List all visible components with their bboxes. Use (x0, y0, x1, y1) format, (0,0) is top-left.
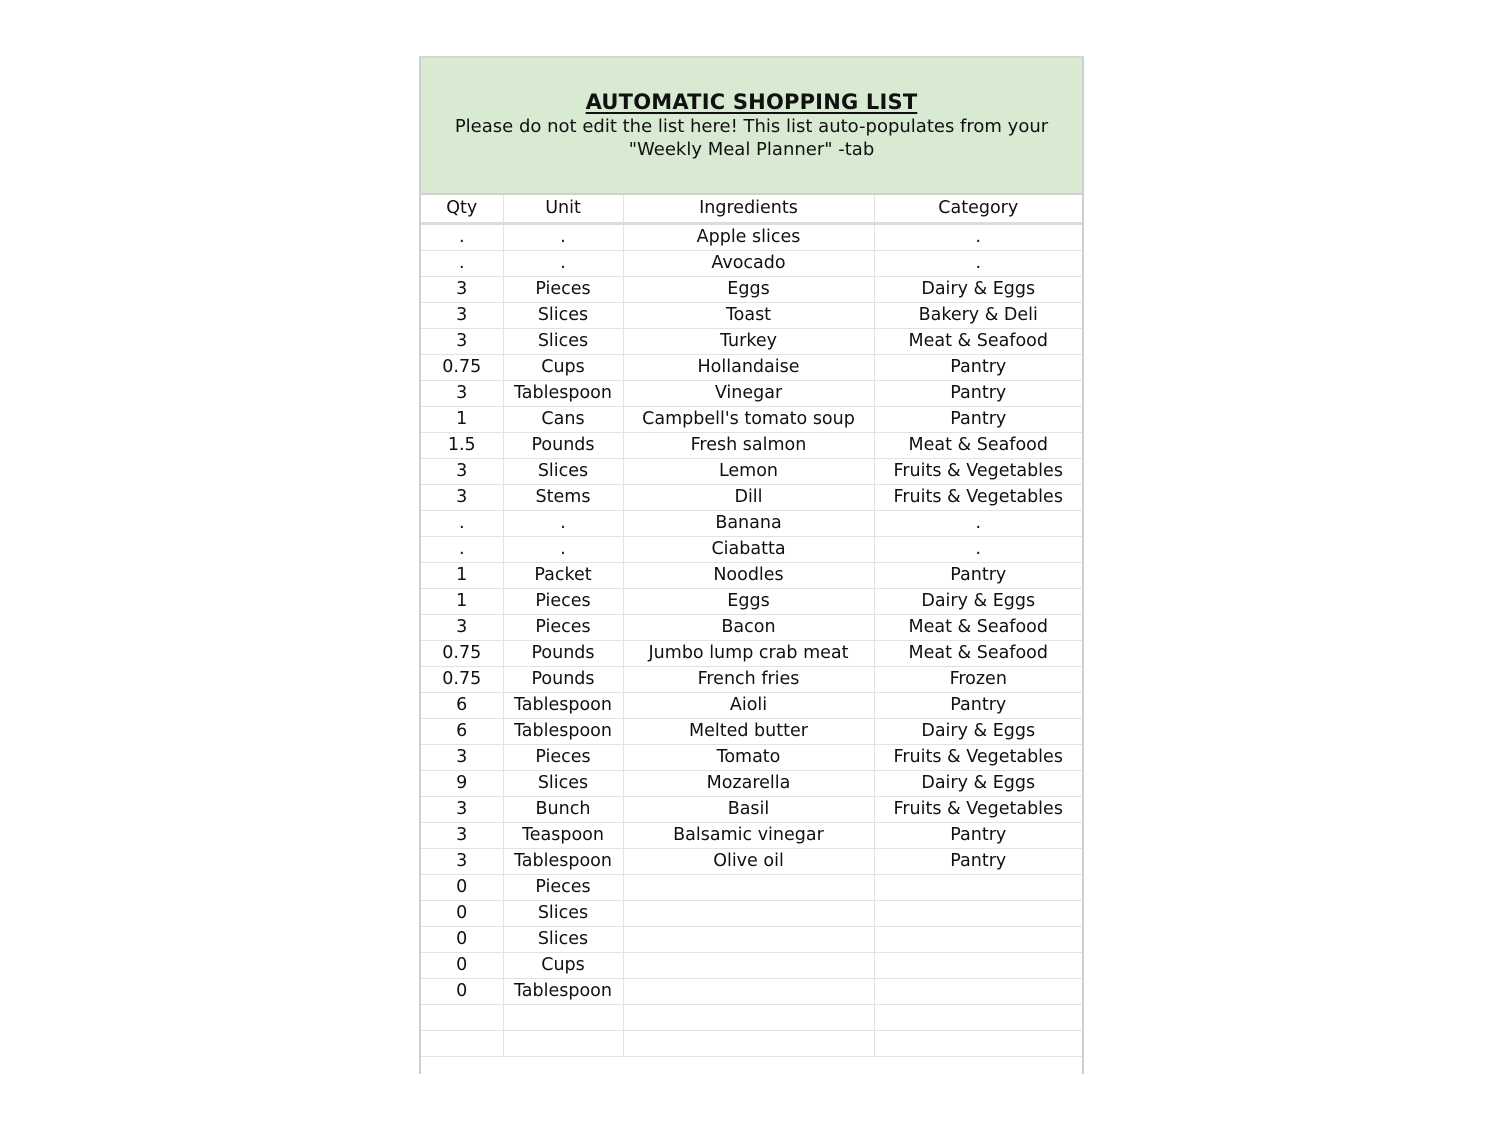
unit-cell[interactable]: Bunch (503, 796, 623, 822)
category-cell[interactable]: Pantry (874, 406, 1082, 432)
ingredient-cell[interactable]: Aioli (623, 692, 874, 718)
banner-subtitle-line-1: Please do not edit the list here! This list auto-populates from your (454, 116, 1049, 137)
category-cell[interactable]: Pantry (874, 354, 1082, 380)
category-cell[interactable]: Frozen (874, 666, 1082, 692)
qty-cell[interactable]: . (421, 536, 503, 562)
page-title: AUTOMATIC SHOPPING LIST (585, 90, 918, 114)
ingredient-cell[interactable]: Basil (623, 796, 874, 822)
ingredient-cell[interactable] (623, 952, 874, 978)
unit-cell[interactable]: Teaspoon (503, 822, 623, 848)
qty-cell[interactable]: 0 (421, 900, 503, 926)
category-cell[interactable]: Pantry (874, 692, 1082, 718)
table-row (421, 978, 1082, 1004)
qty-cell[interactable]: . (421, 250, 503, 276)
category-cell[interactable] (874, 900, 1082, 926)
unit-cell[interactable]: Pieces (503, 874, 623, 900)
ingredient-cell[interactable]: Turkey (623, 328, 874, 354)
category-cell[interactable]: Meat & Seafood (874, 328, 1082, 354)
unit-cell[interactable]: Slices (503, 926, 623, 952)
unit-cell[interactable]: . (503, 510, 623, 536)
unit-cell[interactable]: Tablespoon (503, 848, 623, 874)
table-row (421, 354, 1082, 380)
unit-cell[interactable]: Tablespoon (503, 718, 623, 744)
unit-cell[interactable]: Pieces (503, 614, 623, 640)
unit-cell[interactable]: Stems (503, 484, 623, 510)
category-cell[interactable]: Dairy & Eggs (874, 588, 1082, 614)
ingredient-cell[interactable] (623, 874, 874, 900)
ingredient-cell[interactable]: Dill (623, 484, 874, 510)
table-row (421, 1030, 1082, 1056)
category-cell[interactable]: Pantry (874, 562, 1082, 588)
column-header-unit[interactable]: Unit (503, 195, 623, 223)
header-banner (421, 58, 1082, 195)
table-row (421, 432, 1082, 458)
unit-cell[interactable]: Cans (503, 406, 623, 432)
ingredient-cell[interactable]: Hollandaise (623, 354, 874, 380)
category-cell[interactable]: Fruits & Vegetables (874, 744, 1082, 770)
table-row (421, 380, 1082, 406)
unit-cell[interactable]: Pieces (503, 744, 623, 770)
table-row (421, 874, 1082, 900)
table-row (421, 718, 1082, 744)
shopping-list-sheet (419, 56, 1084, 1074)
column-header-ingredients[interactable]: Ingredients (623, 195, 874, 223)
table-row (421, 458, 1082, 484)
qty-cell[interactable]: 3 (421, 744, 503, 770)
qty-cell[interactable]: 3 (421, 614, 503, 640)
unit-cell[interactable]: Tablespoon (503, 692, 623, 718)
unit-cell[interactable]: Pieces (503, 276, 623, 302)
table-row (421, 276, 1082, 302)
qty-cell[interactable]: . (421, 223, 503, 250)
qty-cell[interactable]: 6 (421, 718, 503, 744)
table-row (421, 1004, 1082, 1030)
table-row (421, 692, 1082, 718)
qty-cell[interactable]: 3 (421, 822, 503, 848)
category-cell[interactable]: Meat & Seafood (874, 614, 1082, 640)
category-cell[interactable] (874, 1030, 1082, 1056)
qty-cell[interactable]: 1 (421, 562, 503, 588)
category-cell[interactable]: Dairy & Eggs (874, 718, 1082, 744)
qty-cell[interactable]: 3 (421, 302, 503, 328)
table-row (421, 744, 1082, 770)
qty-cell[interactable]: 3 (421, 458, 503, 484)
ingredient-cell[interactable]: Vinegar (623, 380, 874, 406)
ingredient-cell[interactable]: Noodles (623, 562, 874, 588)
ingredient-cell[interactable] (623, 1030, 874, 1056)
qty-cell[interactable]: 1 (421, 588, 503, 614)
table-row (421, 562, 1082, 588)
qty-cell[interactable]: 3 (421, 380, 503, 406)
category-cell[interactable]: Meat & Seafood (874, 640, 1082, 666)
table-row (421, 510, 1082, 536)
qty-cell[interactable]: 0 (421, 926, 503, 952)
table-row (421, 588, 1082, 614)
category-cell[interactable]: Fruits & Vegetables (874, 484, 1082, 510)
category-cell[interactable]: Meat & Seafood (874, 432, 1082, 458)
category-cell[interactable] (874, 952, 1082, 978)
ingredient-cell[interactable]: Fresh salmon (623, 432, 874, 458)
table-row (421, 484, 1082, 510)
unit-cell[interactable]: Tablespoon (503, 978, 623, 1004)
ingredient-cell[interactable] (623, 978, 874, 1004)
qty-cell[interactable]: 1.5 (421, 432, 503, 458)
table-row (421, 302, 1082, 328)
unit-cell[interactable]: Cups (503, 952, 623, 978)
qty-cell[interactable]: 0 (421, 874, 503, 900)
ingredient-cell[interactable]: Banana (623, 510, 874, 536)
ingredient-cell[interactable]: Lemon (623, 458, 874, 484)
unit-cell[interactable]: Pieces (503, 588, 623, 614)
table-row (421, 926, 1082, 952)
ingredient-cell[interactable] (623, 900, 874, 926)
category-cell[interactable]: . (874, 536, 1082, 562)
ingredient-cell[interactable]: Eggs (623, 588, 874, 614)
category-cell[interactable] (874, 926, 1082, 952)
table-row (421, 770, 1082, 796)
ingredient-cell[interactable]: French fries (623, 666, 874, 692)
unit-cell[interactable]: Cups (503, 354, 623, 380)
category-cell[interactable] (874, 1004, 1082, 1030)
header-row (421, 195, 1082, 223)
ingredient-cell[interactable]: Mozarella (623, 770, 874, 796)
unit-cell[interactable]: . (503, 250, 623, 276)
unit-cell[interactable]: Pounds (503, 640, 623, 666)
category-cell[interactable]: Pantry (874, 822, 1082, 848)
banner-subtitle (421, 115, 1082, 161)
table-row (421, 536, 1082, 562)
table-row (421, 223, 1082, 250)
unit-cell[interactable] (503, 1030, 623, 1056)
ingredient-cell[interactable] (623, 926, 874, 952)
category-cell[interactable]: Fruits & Vegetables (874, 796, 1082, 822)
qty-cell[interactable] (421, 1030, 503, 1056)
table-row (421, 822, 1082, 848)
unit-cell[interactable]: Packet (503, 562, 623, 588)
qty-cell[interactable]: 6 (421, 692, 503, 718)
column-header-qty[interactable]: Qty (421, 195, 503, 223)
qty-cell[interactable]: 9 (421, 770, 503, 796)
category-cell[interactable]: Dairy & Eggs (874, 276, 1082, 302)
table-row (421, 666, 1082, 692)
table-row (421, 952, 1082, 978)
category-cell[interactable]: Pantry (874, 848, 1082, 874)
unit-cell[interactable]: Slices (503, 302, 623, 328)
category-cell[interactable]: Fruits & Vegetables (874, 458, 1082, 484)
ingredient-cell[interactable]: Olive oil (623, 848, 874, 874)
unit-cell[interactable]: Slices (503, 458, 623, 484)
ingredient-cell[interactable]: Eggs (623, 276, 874, 302)
qty-cell[interactable] (421, 1004, 503, 1030)
table-body (421, 223, 1082, 1056)
unit-cell[interactable]: . (503, 536, 623, 562)
category-cell[interactable]: . (874, 510, 1082, 536)
table-row (421, 406, 1082, 432)
category-cell[interactable]: Bakery & Deli (874, 302, 1082, 328)
qty-cell[interactable]: 3 (421, 796, 503, 822)
qty-cell[interactable]: 3 (421, 328, 503, 354)
column-header-category[interactable]: Category (874, 195, 1082, 223)
qty-cell[interactable]: 1 (421, 406, 503, 432)
table-row (421, 640, 1082, 666)
table-row (421, 796, 1082, 822)
qty-cell[interactable]: . (421, 510, 503, 536)
qty-cell[interactable]: 3 (421, 276, 503, 302)
ingredient-cell[interactable]: Campbell's tomato soup (623, 406, 874, 432)
ingredient-cell[interactable]: Melted butter (623, 718, 874, 744)
unit-cell[interactable]: Slices (503, 900, 623, 926)
category-cell[interactable]: Dairy & Eggs (874, 770, 1082, 796)
category-cell[interactable]: . (874, 250, 1082, 276)
qty-cell[interactable]: 3 (421, 484, 503, 510)
qty-cell[interactable]: 0 (421, 978, 503, 1004)
table-row (421, 614, 1082, 640)
qty-cell[interactable]: 0.75 (421, 354, 503, 380)
ingredient-cell[interactable]: Toast (623, 302, 874, 328)
category-cell[interactable]: . (874, 223, 1082, 250)
qty-cell[interactable]: 0.75 (421, 640, 503, 666)
ingredient-cell[interactable] (623, 1004, 874, 1030)
unit-cell[interactable]: Pounds (503, 666, 623, 692)
banner-subtitle-line-2: "Weekly Meal Planner" -tab (628, 139, 875, 160)
table-row (421, 250, 1082, 276)
ingredient-cell[interactable]: Tomato (623, 744, 874, 770)
qty-cell[interactable]: 0 (421, 952, 503, 978)
ingredient-cell[interactable]: Avocado (623, 250, 874, 276)
category-cell[interactable] (874, 874, 1082, 900)
category-cell[interactable] (874, 978, 1082, 1004)
category-cell[interactable]: Pantry (874, 380, 1082, 406)
ingredient-cell[interactable]: Balsamic vinegar (623, 822, 874, 848)
unit-cell[interactable]: Tablespoon (503, 380, 623, 406)
unit-cell[interactable]: Slices (503, 328, 623, 354)
table-row (421, 848, 1082, 874)
qty-cell[interactable]: 0.75 (421, 666, 503, 692)
unit-cell[interactable]: Slices (503, 770, 623, 796)
ingredient-cell[interactable]: Ciabatta (623, 536, 874, 562)
shopping-list-table (421, 195, 1082, 1057)
unit-cell[interactable]: . (503, 223, 623, 250)
ingredient-cell[interactable]: Bacon (623, 614, 874, 640)
qty-cell[interactable]: 3 (421, 848, 503, 874)
table-row (421, 900, 1082, 926)
unit-cell[interactable] (503, 1004, 623, 1030)
table-row (421, 328, 1082, 354)
ingredient-cell[interactable]: Apple slices (623, 223, 874, 250)
ingredient-cell[interactable]: Jumbo lump crab meat (623, 640, 874, 666)
unit-cell[interactable]: Pounds (503, 432, 623, 458)
